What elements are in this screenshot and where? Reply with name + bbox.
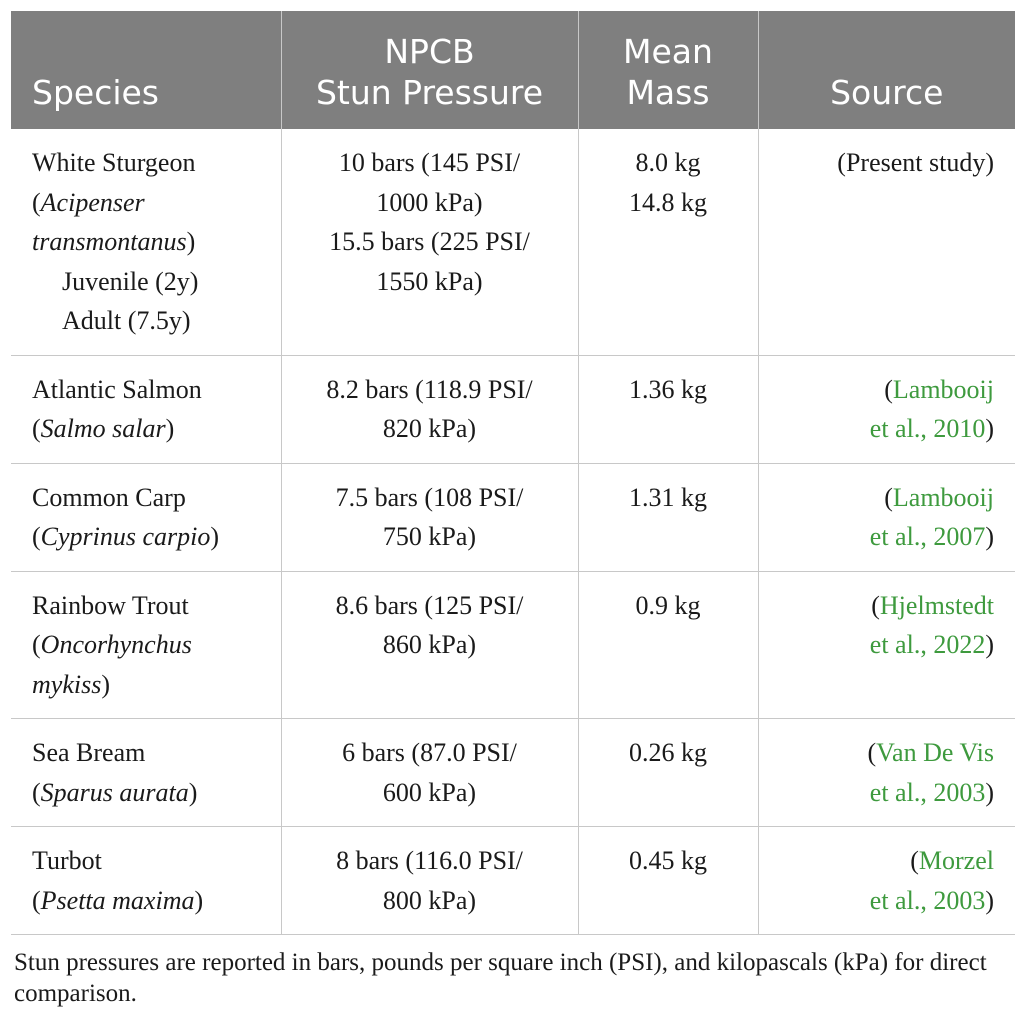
scientific-name: mykiss xyxy=(32,669,102,699)
source-cell: (Morzel et al., 2003) xyxy=(758,827,1015,935)
header-mean-mass: Mean Mass xyxy=(578,11,758,129)
citation-link[interactable]: Hjelmstedt xyxy=(879,590,994,620)
source-cell: (Present study) xyxy=(758,129,1015,355)
source-cell: (Lambooij et al., 2010) xyxy=(758,355,1015,463)
life-stage-adult: Adult (7.5y) xyxy=(62,306,191,335)
header-stun-pressure: NPCB Stun Pressure xyxy=(281,11,578,129)
table-row xyxy=(11,571,1015,719)
species-cell: Turbot (Psetta maxima) xyxy=(11,827,281,935)
pressure-cell: 6 bars (87.0 PSI/ 600 kPa) xyxy=(281,719,578,827)
header-species: Species xyxy=(11,11,281,129)
citation-link[interactable]: Morzel xyxy=(918,846,994,875)
table-container xyxy=(11,11,1015,1009)
scientific-name: Acipenser transmontanus xyxy=(32,187,187,256)
table-row xyxy=(11,355,1015,463)
pressure-cell: 8 bars (116.0 PSI/ 800 kPa) xyxy=(281,827,578,935)
citation-link[interactable]: et al., 2007 xyxy=(869,522,986,551)
pressure-cell: 7.5 bars (108 PSI/ 750 kPa) xyxy=(281,463,578,571)
citation-link[interactable]: et al., 2022 xyxy=(869,630,986,659)
header-row xyxy=(11,11,1015,129)
common-name: Sea Bream xyxy=(32,738,146,767)
citation-link[interactable]: et al., 2010 xyxy=(869,414,986,443)
source-cell: (Hjelmstedt et al., 2022) xyxy=(758,571,1015,719)
scientific-name: Oncorhynchus xyxy=(40,630,192,659)
table-row xyxy=(11,129,1015,355)
species-cell: Common Carp (Cyprinus carpio) xyxy=(11,463,281,571)
mass-cell: 8.0 kg 14.8 kg xyxy=(578,129,758,355)
citation-link[interactable]: Van De Vis xyxy=(876,738,994,767)
life-stage-juvenile: Juvenile (2y) xyxy=(62,266,199,296)
citation-link[interactable]: et al., 2003 xyxy=(869,777,986,807)
source-cell: (Van De Vis et al., 2003) xyxy=(758,719,1015,827)
mass-cell: 0.9 kg xyxy=(578,571,758,719)
pressure-cell: 8.2 bars (118.9 PSI/ 820 kPa) xyxy=(281,355,578,463)
common-name: Turbot xyxy=(32,846,102,875)
scientific-name: Psetta maxima xyxy=(40,885,195,915)
species-cell: Rainbow Trout (Oncorhynchus mykiss) xyxy=(11,571,281,719)
mass-cell: 1.36 kg xyxy=(578,355,758,463)
species-cell: Sea Bream (Sparus aurata) xyxy=(11,719,281,827)
common-name: Atlantic Salmon xyxy=(32,374,202,404)
table-row xyxy=(11,827,1015,935)
table-row xyxy=(11,719,1015,827)
common-name: White Sturgeon xyxy=(32,148,196,177)
pressure-cell: 10 bars (145 PSI/ 1000 kPa) 15.5 bars (225 PSI/ 1550 kPa) xyxy=(281,129,578,355)
scientific-name: Sparus aurata xyxy=(40,777,189,807)
common-name: Rainbow Trout xyxy=(32,590,189,620)
mass-cell: 1.31 kg xyxy=(578,463,758,571)
header-source: Source xyxy=(758,11,1015,129)
scientific-name: Salmo salar xyxy=(40,414,166,443)
mass-cell: 0.26 kg xyxy=(578,719,758,827)
mass-cell: 0.45 kg xyxy=(578,827,758,935)
table-footnote: Stun pressures are reported in bars, pounds per square inch (PSI), and kilopascals (kPa) for direct comparison. xyxy=(14,949,987,1007)
source-cell: (Lambooij et al., 2007) xyxy=(758,463,1015,571)
common-name: Common Carp xyxy=(32,482,186,512)
citation-link[interactable]: Lambooij xyxy=(892,482,994,512)
table-row xyxy=(11,463,1015,571)
citation-link[interactable]: et al., 2003 xyxy=(869,885,986,915)
scientific-name: Cyprinus carpio xyxy=(40,522,211,551)
stun-pressure-table xyxy=(11,11,1015,935)
species-cell: White Sturgeon (Acipenser transmontanus) Juvenile (2y) Adult (7.5y) xyxy=(11,129,281,355)
species-cell: Atlantic Salmon (Salmo salar) xyxy=(11,355,281,463)
citation-link[interactable]: Lambooij xyxy=(892,374,994,404)
pressure-cell: 8.6 bars (125 PSI/ 860 kPa) xyxy=(281,571,578,719)
